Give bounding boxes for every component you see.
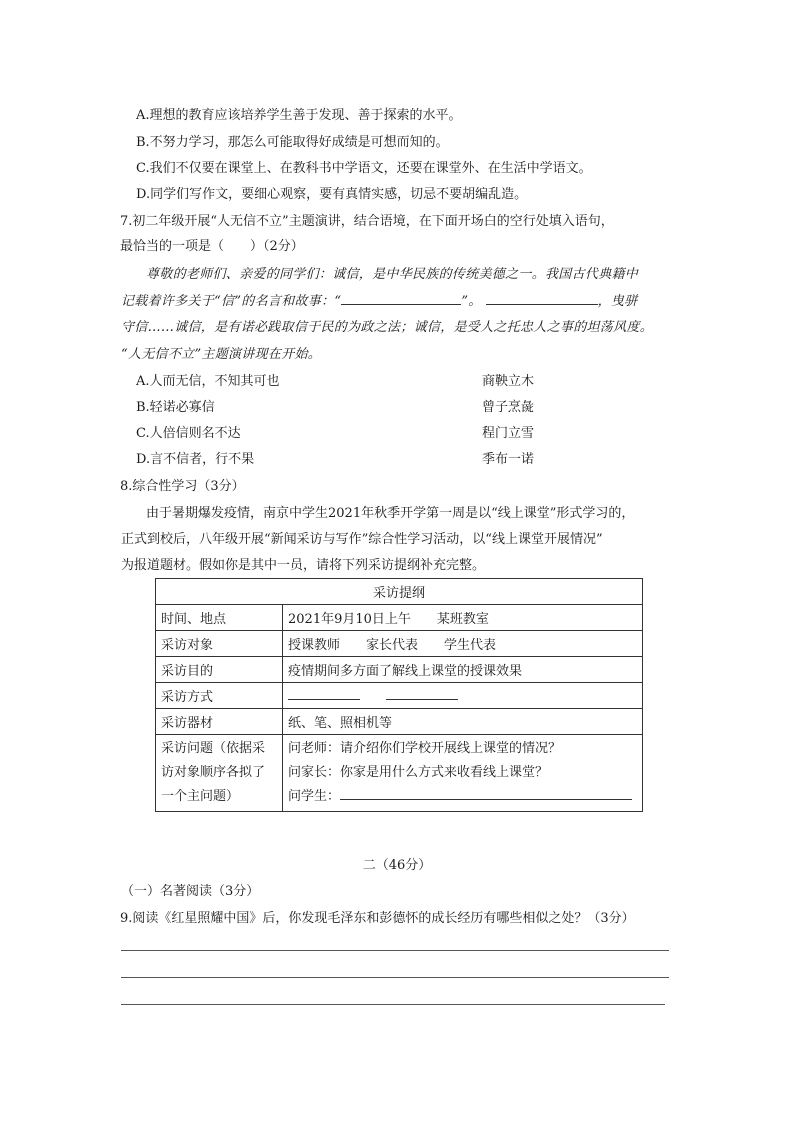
q9-answer-line-1[interactable] — [121, 950, 669, 951]
q8-para-line2: 正式到校后，八年级开展“新闻采访与写作”综合性学习活动，以“线上课堂开展情况” — [121, 532, 603, 547]
interview-outline-table — [155, 578, 643, 812]
q7-option-d — [136, 451, 535, 469]
target-parent: 家长代表 — [366, 638, 419, 653]
q7-option-a — [136, 373, 535, 391]
q7-option-c — [136, 425, 535, 443]
table-row-purpose — [156, 657, 643, 683]
row-questions-label — [156, 735, 283, 812]
question-teacher: 问老师：请介绍你们学校开展线上课堂的情况？ — [288, 741, 562, 756]
q7-option-c-left: C.人倍信则名不达 — [136, 426, 241, 441]
q7-para-line2-a: 记载着许多关于“信”的名言和故事：“ — [121, 294, 342, 309]
q7-option-b-left: B.轻诺必寡信 — [136, 400, 215, 415]
q7-option-d-right: 季布一诺 — [482, 452, 535, 467]
table-row-target — [156, 631, 643, 657]
q6-option-b: B.不努力学习，那怎么可能取得好成绩是可想而知的。 — [136, 135, 449, 150]
row-method-value — [283, 683, 643, 709]
q7-option-d-left: D.言不信者，行不果 — [136, 452, 255, 467]
q7-option-c-right: 程门立雪 — [482, 426, 535, 441]
target-student: 学生代表 — [444, 638, 497, 653]
q7-para-line2 — [121, 292, 638, 311]
q6-option-d: D.同学们写作文，要细心观察，要有真情实感，切忌不要胡编乱造。 — [136, 187, 528, 202]
question-parent: 问家长：你家是用什么方式来收看线上课堂？ — [288, 765, 549, 780]
row-time-label: 时间、地点 — [156, 605, 283, 631]
row-method-label: 采访方式 — [156, 683, 283, 709]
q7-para-line2-b: ”。 — [461, 294, 482, 309]
q7-option-a-right: 商鞅立木 — [482, 374, 535, 389]
row-purpose-value: 疫情期间多方面了解线上课堂的授课效果 — [283, 657, 643, 683]
question-student-label: 问学生： — [288, 789, 341, 804]
question-student — [288, 785, 637, 809]
table-row-equipment — [156, 709, 643, 735]
row-target-label: 采访对象 — [156, 631, 283, 657]
row-time-date: 2021年9月10日上午 — [288, 612, 411, 627]
table-row-time — [156, 605, 643, 631]
q7-option-b — [136, 399, 535, 417]
method-blank-2[interactable] — [386, 687, 458, 700]
section2-sub1: （一）名著阅读（3分） — [121, 884, 260, 899]
q7-para-line3: 守信……诚信，是有诺必践取信于民的为政之法；诚信，是受人之托忠人之事的坦荡风度。 — [121, 320, 654, 335]
q8-title: 8.综合性学习（3分） — [120, 479, 245, 494]
row-questions-label-1: 采访问题（依据采 — [161, 741, 266, 756]
q9-answer-line-3[interactable] — [121, 1004, 665, 1005]
table-row-method — [156, 683, 643, 709]
row-questions-label-2: 访对象顺序各拟了 — [161, 765, 266, 780]
row-questions-label-3: 一个主问题） — [161, 789, 240, 804]
q7-option-a-left: A.人而无信，不知其可也 — [136, 374, 280, 389]
method-blank-1[interactable] — [288, 687, 360, 700]
q7-option-b-right: 曾子烹彘 — [482, 400, 535, 415]
q7-para-line1: 尊敬的老师们、亲爱的同学们：诚信，是中华民族的传统美德之一。我国古代典籍中 — [146, 267, 639, 282]
table-row-questions — [156, 735, 643, 812]
q9-stem: 9.阅读《红星照耀中国》后，你发现毛泽东和彭德怀的成长经历有哪些相似之处？（3分） — [120, 911, 635, 926]
target-teacher: 授课教师 — [288, 638, 341, 653]
row-time-place: 某班教室 — [436, 612, 489, 627]
q7-blank-2[interactable] — [486, 292, 598, 305]
row-purpose-label: 采访目的 — [156, 657, 283, 683]
q8-para-line1: 由于暑期爆发疫情，南京中学生2021年秋季开学第一周是以“线上课堂”形式学习的， — [146, 506, 635, 521]
row-target-value — [283, 631, 643, 657]
row-equipment-value: 纸、笔、照相机等 — [283, 709, 643, 735]
q7-para-line2-c: ，曳骈 — [597, 294, 638, 309]
row-time-value — [283, 605, 643, 631]
row-equipment-label: 采访器材 — [156, 709, 283, 735]
q7-stem-line1: 7.初二年级开展“人无信不立”主题演讲，结合语境，在下面开场白的空行处填入语句， — [120, 214, 614, 229]
q8-para-line3: 为报道题材。假如你是其中一员，请将下列采访提纲补充完整。 — [121, 558, 486, 573]
q7-blank-1[interactable] — [341, 292, 461, 305]
q6-option-c: C.我们不仅要在课堂上、在教科书中学语文，还要在课堂外、在生活中学语文。 — [136, 161, 592, 176]
q9-answer-line-2[interactable] — [121, 977, 669, 978]
student-question-blank[interactable] — [340, 787, 632, 800]
row-questions-value — [283, 735, 643, 812]
q6-option-a: A.理想的教育应该培养学生善于发现、善于探索的水平。 — [136, 108, 462, 123]
table-header: 采访提纲 — [156, 579, 643, 605]
q7-stem-line2: 最恰当的一项是（ ）（2分） — [120, 239, 304, 254]
section2-title: 二（46分） — [362, 858, 432, 873]
q7-para-line4: “人无信不立”主题演讲现在开始。 — [121, 347, 322, 362]
